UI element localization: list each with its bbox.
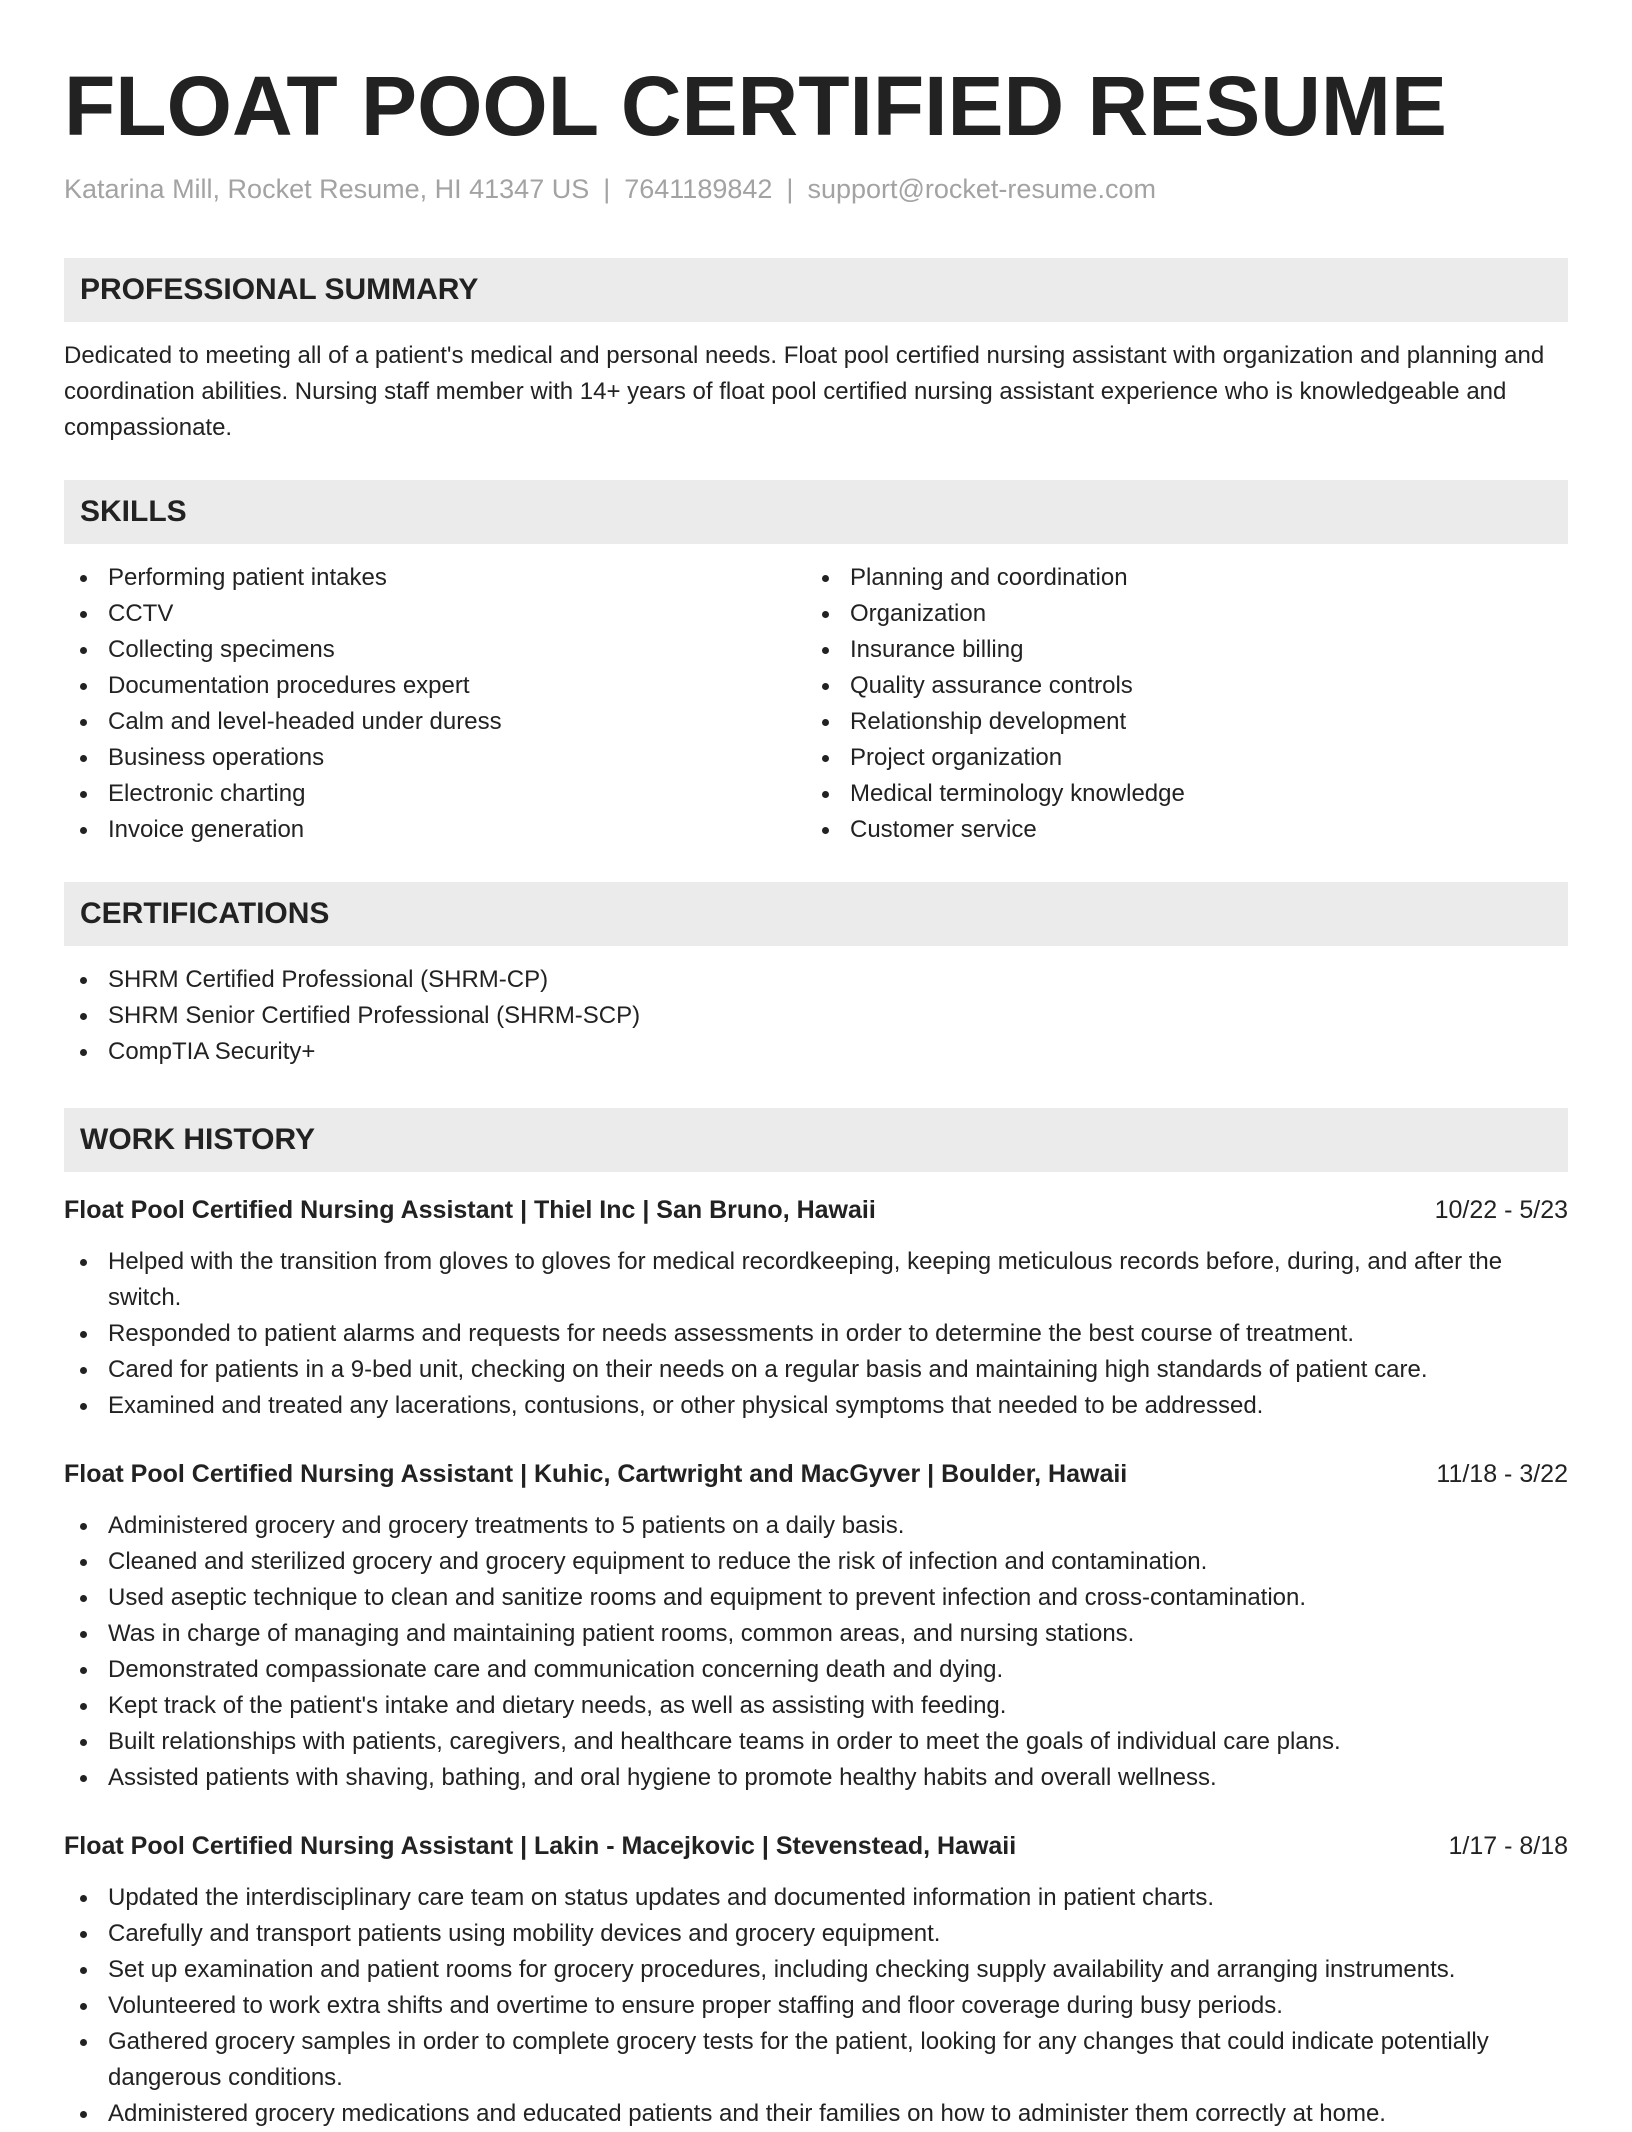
job-bullet: Cleaned and sterilized grocery and grocery equipment to reduce the risk of infection and contamination. (64, 1544, 1568, 1580)
job-bullet-list (64, 1508, 1568, 1796)
skill-item: Documentation procedures expert (64, 668, 806, 704)
summary-text: Dedicated to meeting all of a patient's medical and personal needs. Float pool certified nursing assistant with organization and planning and coordination abilities. Nursing staff member with 14+ years of float pool certified nursing assistant experience who is knowledgeable and compassionate. (64, 342, 1545, 441)
job-entry (64, 1192, 1568, 1424)
contact-separator: | (603, 174, 611, 204)
job-bullet: Kept track of the patient's intake and dietary needs, as well as assisting with feeding. (64, 1688, 1568, 1724)
job-title: Float Pool Certified Nursing Assistant | Kuhic, Cartwright and MacGyver | Boulder, Hawaii (64, 1460, 1128, 1488)
job-dates: 1/17 - 8/18 (1448, 1832, 1568, 1860)
skill-item: Quality assurance controls (806, 668, 1548, 704)
job-bullet: Cared for patients in a 9-bed unit, checking on their needs on a regular basis and maintaining high standards of patient care. (64, 1352, 1568, 1388)
job-header (64, 1456, 1568, 1492)
summary-heading: PROFESSIONAL SUMMARY (64, 258, 1568, 322)
work-history-list (64, 1192, 1568, 2132)
job-bullet: Helped with the transition from gloves to gloves for medical recordkeeping, keeping meticulous records before, during, and after the switch. (64, 1244, 1568, 1316)
job-bullet: Set up examination and patient rooms for grocery procedures, including checking supply availability and arranging instruments. (64, 1952, 1568, 1988)
certification-item: CompTIA Security+ (64, 1034, 1568, 1070)
skill-item: Business operations (64, 740, 806, 776)
job-bullet: Updated the interdisciplinary care team on status updates and documented information in patient charts. (64, 1880, 1568, 1916)
job-entry (64, 1828, 1568, 2132)
skills-columns (64, 560, 1568, 848)
certifications-heading: CERTIFICATIONS (64, 882, 1568, 946)
job-bullet: Demonstrated compassionate care and communication concerning death and dying. (64, 1652, 1568, 1688)
skill-item: Project organization (806, 740, 1548, 776)
job-bullet: Built relationships with patients, caregivers, and healthcare teams in order to meet the goals of individual care plans. (64, 1724, 1568, 1760)
skills-list-right (806, 560, 1548, 848)
skill-item: Collecting specimens (64, 632, 806, 668)
job-bullet: Assisted patients with shaving, bathing, and oral hygiene to promote healthy habits and overall wellness. (64, 1760, 1568, 1796)
contact-separator: | (786, 174, 794, 204)
skills-list-left (64, 560, 806, 848)
contact-phone: 7641189842 (624, 174, 773, 204)
skill-item: Planning and coordination (806, 560, 1548, 596)
contact-email: support@rocket-resume.com (807, 174, 1156, 204)
job-bullet: Gathered grocery samples in order to complete grocery tests for the patient, looking for any changes that could indicate potentially dangerous conditions. (64, 2024, 1568, 2096)
job-bullet-list (64, 1244, 1568, 1424)
skill-item: Customer service (806, 812, 1548, 848)
job-bullet: Administered grocery medications and educated patients and their families on how to administer them correctly at home. (64, 2096, 1568, 2132)
contact-address: Katarina Mill, Rocket Resume, HI 41347 US (64, 174, 590, 204)
skill-item: Invoice generation (64, 812, 806, 848)
skill-item: Organization (806, 596, 1548, 632)
skill-item: Calm and level-headed under duress (64, 704, 806, 740)
work-history-heading: WORK HISTORY (64, 1108, 1568, 1172)
job-bullet: Volunteered to work extra shifts and overtime to ensure proper staffing and floor coverage during busy periods. (64, 1988, 1568, 2024)
job-bullet: Carefully and transport patients using mobility devices and grocery equipment. (64, 1916, 1568, 1952)
job-bullet: Responded to patient alarms and requests for needs assessments in order to determine the best course of treatment. (64, 1316, 1568, 1352)
job-bullet: Examined and treated any lacerations, contusions, or other physical symptoms that needed to be addressed. (64, 1388, 1568, 1424)
certification-item: SHRM Senior Certified Professional (SHRM-SCP) (64, 998, 1568, 1034)
job-header (64, 1828, 1568, 1864)
resume-page (64, 0, 1568, 2132)
skill-item: Performing patient intakes (64, 560, 806, 596)
job-dates: 10/22 - 5/23 (1434, 1196, 1568, 1224)
resume-title: FLOAT POOL CERTIFIED RESUME (64, 59, 1447, 153)
job-title: Float Pool Certified Nursing Assistant | Thiel Inc | San Bruno, Hawaii (64, 1196, 876, 1224)
job-title: Float Pool Certified Nursing Assistant | Lakin - Macejkovic | Stevenstead, Hawaii (64, 1832, 1017, 1860)
skill-item: CCTV (64, 596, 806, 632)
certifications-list (64, 962, 1568, 1070)
job-bullet: Was in charge of managing and maintaining patient rooms, common areas, and nursing stations. (64, 1616, 1568, 1652)
certification-item: SHRM Certified Professional (SHRM-CP) (64, 962, 1568, 998)
skill-item: Insurance billing (806, 632, 1548, 668)
skill-item: Electronic charting (64, 776, 806, 812)
contact-line (64, 172, 1568, 206)
job-header (64, 1192, 1568, 1228)
job-bullet: Used aseptic technique to clean and sanitize rooms and equipment to prevent infection and cross-contamination. (64, 1580, 1568, 1616)
job-dates: 11/18 - 3/22 (1436, 1460, 1568, 1488)
skills-heading: SKILLS (64, 480, 1568, 544)
job-entry (64, 1456, 1568, 1796)
job-bullet-list (64, 1880, 1568, 2132)
job-bullet: Administered grocery and grocery treatments to 5 patients on a daily basis. (64, 1508, 1568, 1544)
skill-item: Relationship development (806, 704, 1548, 740)
skill-item: Medical terminology knowledge (806, 776, 1548, 812)
